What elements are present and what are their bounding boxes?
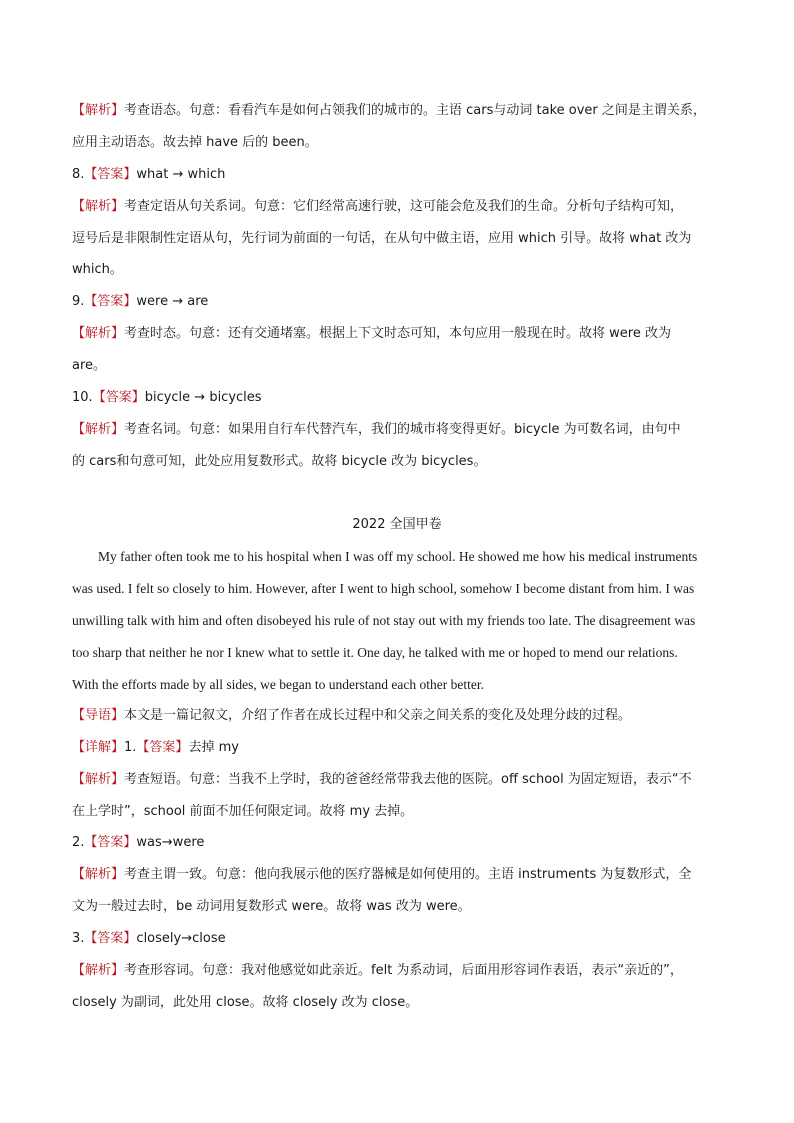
- text-segment: 去掉 my: [188, 740, 239, 755]
- text-segment: 10.: [72, 390, 93, 405]
- bracket-tag: 【解析】: [72, 422, 125, 437]
- text-segment: 8.: [72, 167, 85, 182]
- analysis-line: [72, 324, 732, 344]
- bracket-tag: 【解析】: [72, 199, 125, 214]
- passage-line: too sharp that neither he nor I knew what to settle it. One day, he talked with me or hoped to mend our relations.: [72, 645, 678, 660]
- text-segment: 考查定语从句关系词。句意：它们经常高速行驶，这可能会危及我们的生命。分析句子结构可知，: [124, 199, 684, 214]
- guide-line: [72, 706, 732, 726]
- text-segment: what → which: [136, 167, 226, 182]
- text-segment: 考查短语。句意：当我不上学时，我的爸爸经常带我去他的医院。off school 为固定短语，表示“不: [124, 772, 692, 787]
- bracket-tag: 【答案】: [136, 740, 189, 755]
- answer-line: [72, 833, 732, 853]
- bracket-tag: 【解析】: [72, 772, 125, 787]
- text-segment: 本文是一篇记叙文，介绍了作者在成长过程中和父亲之间关系的变化及处理分歧的过程。: [124, 708, 632, 723]
- text-segment: 考查时态。句意：还有交通堵塞。根据上下文时态可知，本句应用一般现在时。故将 were 改为: [124, 326, 671, 341]
- bracket-tag: 【答案】: [92, 390, 145, 405]
- text-segment: 考查名词。句意：如果用自行车代替汽车，我们的城市将变得更好。bicycle 为可数名词，由句中: [124, 422, 681, 437]
- analysis-line: [72, 197, 732, 217]
- text-segment: were → are: [136, 294, 209, 309]
- answer-line: [72, 165, 732, 185]
- detail-answer-line: [72, 738, 732, 758]
- text-segment: bicycle → bicycles: [144, 390, 262, 405]
- passage-line: was used. I felt so closely to him. However, after I went to high school, somehow I become distant from him. I was: [72, 581, 695, 596]
- analysis-line: [72, 770, 732, 790]
- text-segment: 2.: [72, 835, 85, 850]
- text-segment: 考查形容词。句意：我对他感觉如此亲近。felt 为系动词，后面用形容词作表语，表示“亲近的”，: [124, 963, 683, 978]
- bracket-tag: 【详解】: [72, 740, 125, 755]
- text-segment: 1.: [124, 740, 137, 755]
- text-line: closely 为副词，此处用 close。故将 closely 改为 close。: [72, 995, 419, 1010]
- text-segment: 考查语态。句意：看看汽车是如何占领我们的城市的。主语 cars与动词 take over 之间是主谓关系，: [124, 103, 706, 118]
- text-segment: 3.: [72, 931, 85, 946]
- bracket-tag: 【导语】: [72, 708, 125, 723]
- bracket-tag: 【答案】: [84, 835, 137, 850]
- text-segment: was→were: [136, 835, 205, 850]
- text-line: which。: [72, 262, 123, 277]
- text-segment: closely→close: [136, 931, 226, 946]
- passage-line: My father often took me to his hospital when I was off my school. He showed me how his medical instruments: [98, 549, 698, 564]
- line-text: [72, 167, 225, 182]
- text-line: are。: [72, 358, 107, 373]
- section-title: 2022 全国甲卷: [352, 517, 442, 532]
- answer-line: [72, 929, 732, 949]
- passage-line: unwilling talk with him and often disobeyed his rule of not stay out with my friends too late. The disagreement was: [72, 613, 696, 628]
- bracket-tag: 【答案】: [84, 931, 137, 946]
- analysis-line: [72, 865, 732, 885]
- analysis-line: [72, 101, 732, 121]
- bracket-tag: 【答案】: [84, 167, 137, 182]
- text-line: 的 cars和句意可知，此处应用复数形式。故将 bicycle 改为 bicycles。: [72, 454, 487, 469]
- answer-line: [72, 292, 732, 312]
- text-line: 在上学时”，school 前面不加任何限定词。故将 my 去掉。: [72, 804, 414, 819]
- line-text: [72, 199, 683, 214]
- text-line: 逗号后是非限制性定语从句，先行词为前面的一句话，在从句中做主语，应用 which 引导。故将 what 改为: [72, 231, 692, 246]
- analysis-line: [72, 961, 732, 981]
- analysis-line: [72, 420, 732, 440]
- text-line: 文为一般过去时，be 动词用复数形式 were。故将 was 改为 were。: [72, 899, 471, 914]
- text-segment: 9.: [72, 294, 85, 309]
- passage-line: With the efforts made by all sides, we began to understand each other better.: [72, 677, 484, 692]
- bracket-tag: 【解析】: [72, 103, 125, 118]
- bracket-tag: 【解析】: [72, 326, 125, 341]
- bracket-tag: 【解析】: [72, 963, 125, 978]
- text-segment: 考查主谓一致。句意：他向我展示他的医疗器械是如何使用的。主语 instruments 为复数形式，全: [124, 867, 692, 882]
- text-line: 应用主动语态。故去掉 have 后的 been。: [72, 135, 318, 150]
- answer-line: [72, 388, 732, 408]
- line-text: [72, 103, 706, 118]
- bracket-tag: 【答案】: [84, 294, 137, 309]
- bracket-tag: 【解析】: [72, 867, 125, 882]
